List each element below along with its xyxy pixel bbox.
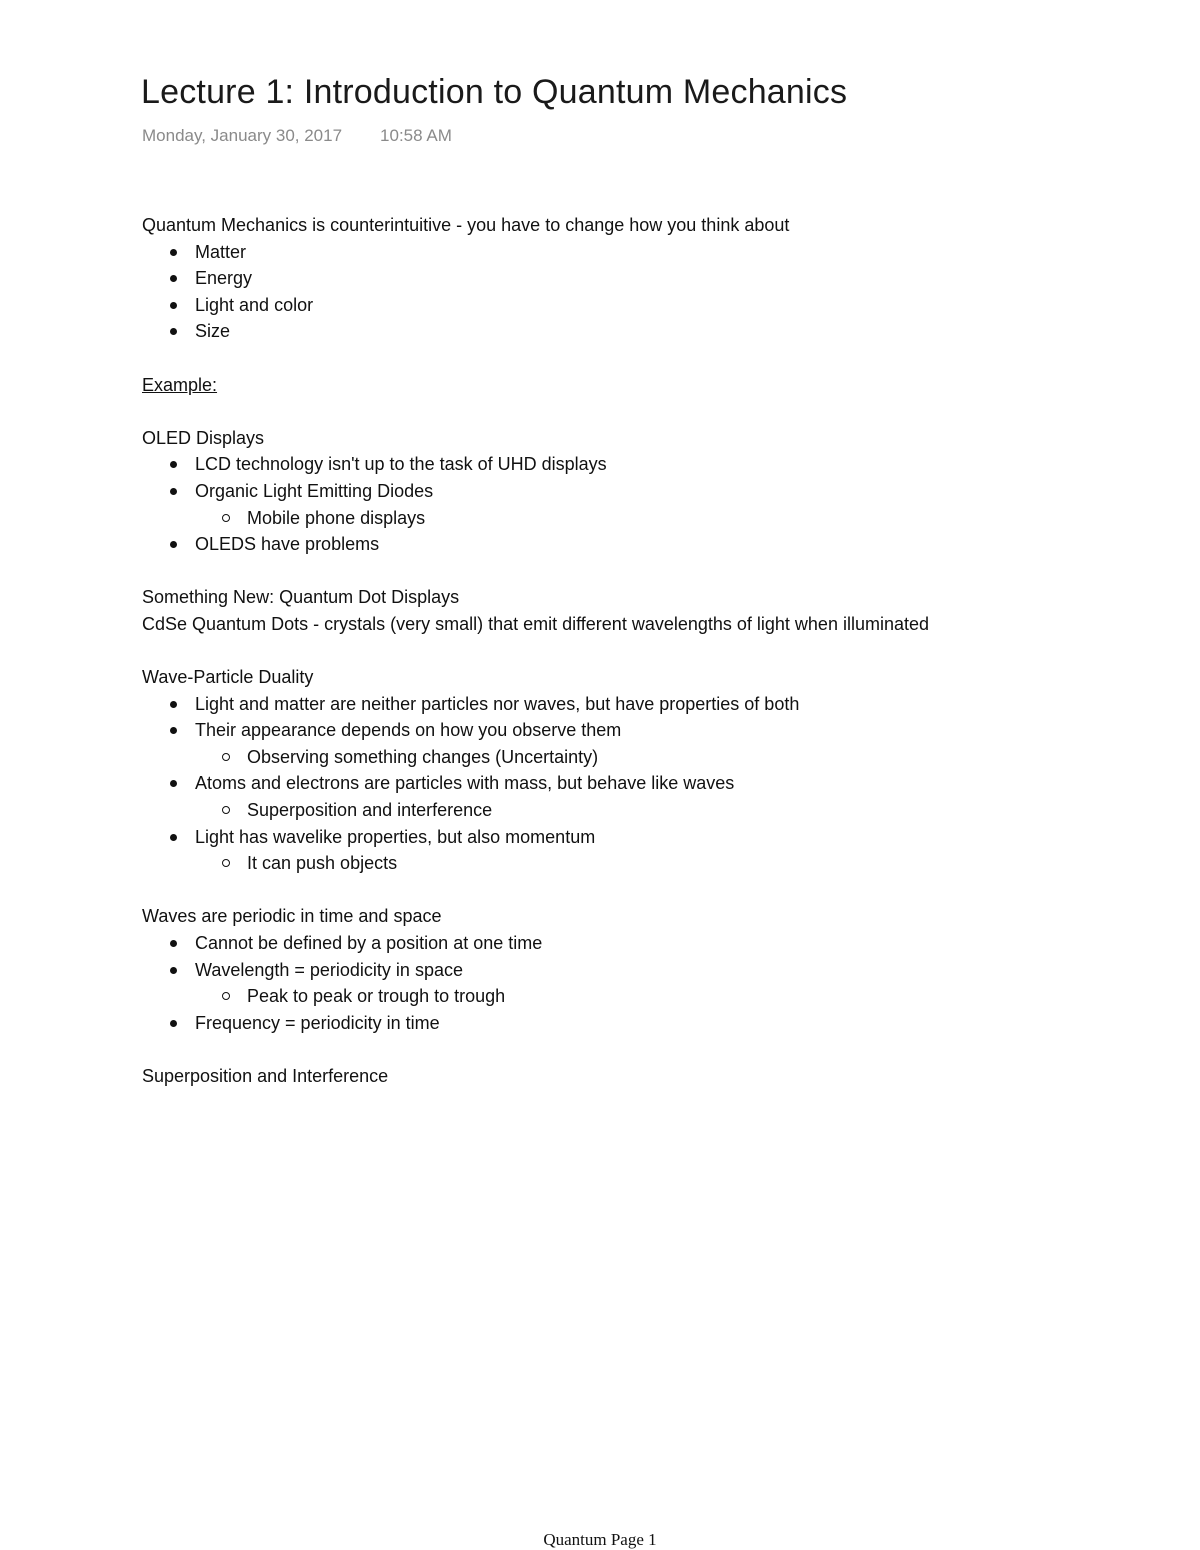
page-title: Lecture 1: Introduction to Quantum Mechanics xyxy=(141,73,848,111)
list-item: Atoms and electrons are particles with mass, but behave like waves xyxy=(142,770,1102,797)
spacer xyxy=(142,345,1102,372)
list-item: OLEDS have problems xyxy=(142,531,1102,558)
bullet-icon xyxy=(170,940,177,947)
bullet-icon xyxy=(170,1020,177,1027)
page-footer: Quantum Page 1 xyxy=(543,1530,657,1549)
bullet-icon xyxy=(170,780,177,787)
note-meta xyxy=(142,126,452,146)
hollow-bullet-icon xyxy=(222,859,230,867)
list-item: Frequency = periodicity in time xyxy=(142,1010,1102,1037)
note-body xyxy=(142,212,1102,1090)
list-item: Matter xyxy=(142,239,1102,266)
note-date: Monday, January 30, 2017 xyxy=(142,126,343,145)
sub-list-item: Peak to peak or trough to trough xyxy=(142,983,1102,1010)
sub-list-item: Observing something changes (Uncertainty) xyxy=(142,744,1102,771)
bullet-icon xyxy=(170,275,177,282)
bullet-icon xyxy=(170,249,177,256)
list-item: Energy xyxy=(142,265,1102,292)
spacer xyxy=(142,638,1102,665)
list-item: Light has wavelike properties, but also momentum xyxy=(142,824,1102,851)
quantum-dots-text: CdSe Quantum Dots - crystals (very small) that emit different wavelengths of light when illuminated xyxy=(142,613,929,634)
list-item: Their appearance depends on how you observe them xyxy=(142,717,1102,744)
bullet-icon xyxy=(170,461,177,468)
list-item: Cannot be defined by a position at one time xyxy=(142,930,1102,957)
section-heading-quantum-dots: Something New: Quantum Dot Displays xyxy=(142,587,460,608)
bullet-icon xyxy=(170,302,177,309)
bullet-icon xyxy=(170,727,177,734)
section-heading-superposition: Superposition and Interference xyxy=(142,1066,389,1086)
spacer xyxy=(142,398,1102,425)
section-heading-duality: Wave-Particle Duality xyxy=(142,667,314,688)
hollow-bullet-icon xyxy=(222,514,230,522)
bullet-icon xyxy=(170,328,177,335)
spacer xyxy=(142,558,1102,585)
bullet-icon xyxy=(170,488,177,495)
note-time: 10:58 AM xyxy=(380,126,452,145)
sub-list-item: It can push objects xyxy=(142,850,1102,877)
bullet-icon xyxy=(170,834,177,841)
list-item: Light and matter are neither particles nor waves, but have properties of both xyxy=(142,691,1102,718)
list-item: Organic Light Emitting Diodes xyxy=(142,478,1102,505)
list-item: Light and color xyxy=(142,292,1102,319)
list-item: Wavelength = periodicity in space xyxy=(142,957,1102,984)
bullet-icon xyxy=(170,967,177,974)
hollow-bullet-icon xyxy=(222,753,230,761)
list-item: LCD technology isn't up to the task of UHD displays xyxy=(142,451,1102,478)
list-item: Size xyxy=(142,318,1102,345)
bullet-icon xyxy=(170,541,177,548)
example-label: Example: xyxy=(142,374,218,395)
hollow-bullet-icon xyxy=(222,806,230,814)
section-heading-oled: OLED Displays xyxy=(142,427,265,448)
spacer xyxy=(142,1036,1102,1063)
sub-list-item: Superposition and interference xyxy=(142,797,1102,824)
spacer xyxy=(142,877,1102,904)
hollow-bullet-icon xyxy=(222,992,230,1000)
intro-text: Quantum Mechanics is counterintuitive - you have to change how you think about xyxy=(142,215,790,235)
sub-list-item: Mobile phone displays xyxy=(142,505,1102,532)
bullet-icon xyxy=(170,701,177,708)
section-heading-waves: Waves are periodic in time and space xyxy=(142,906,442,927)
